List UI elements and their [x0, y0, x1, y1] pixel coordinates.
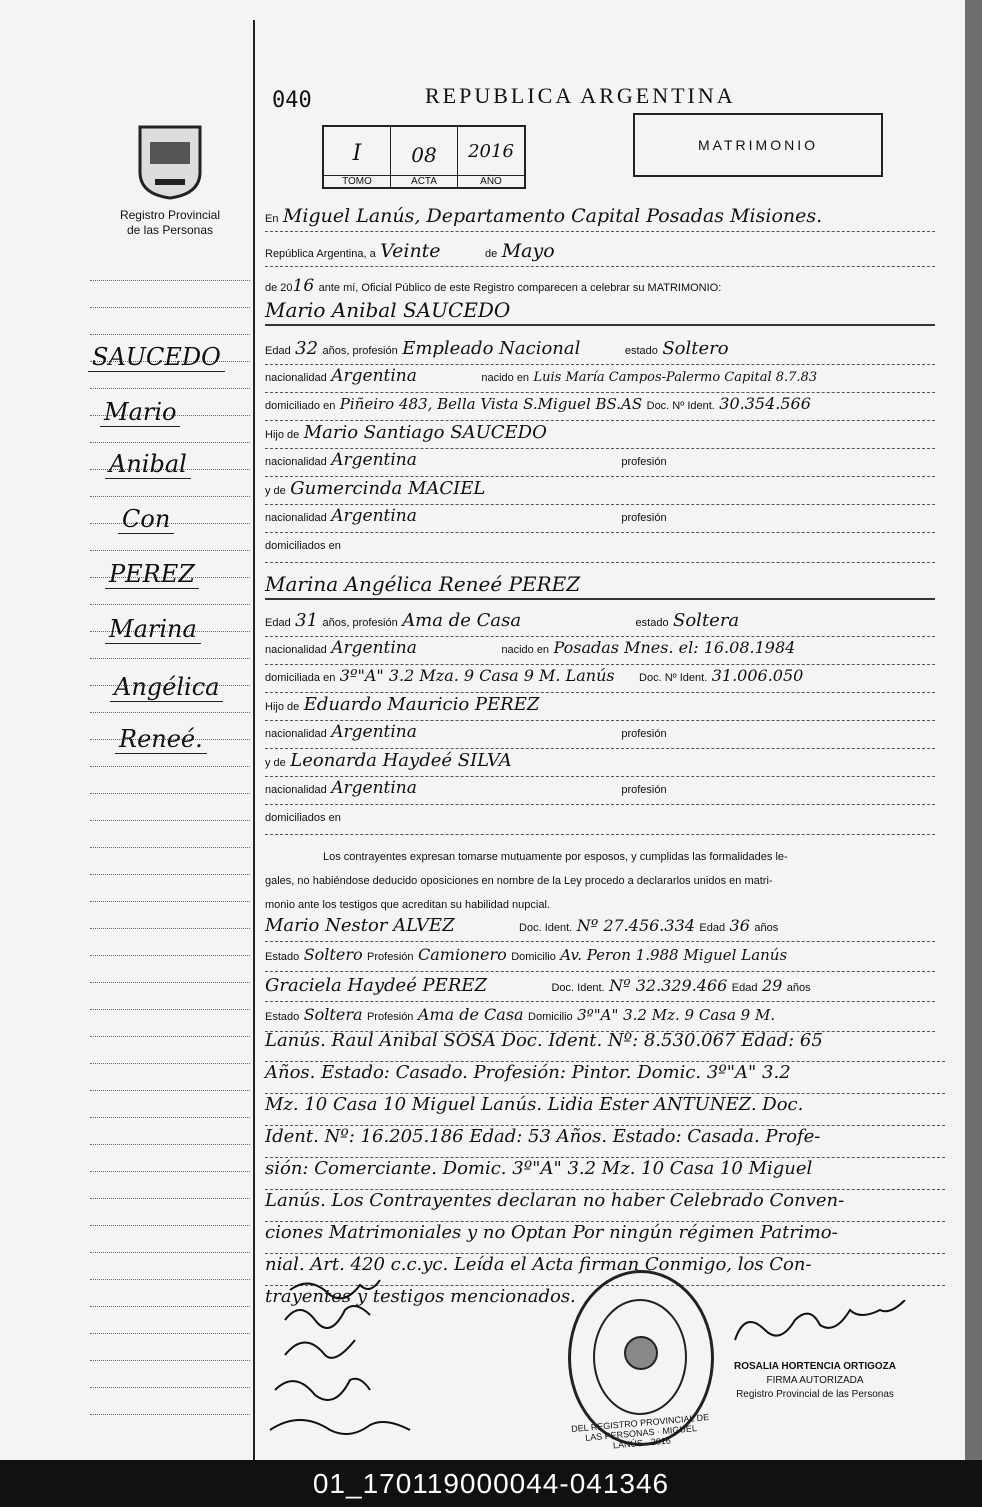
intro-text: ante mí, Oficial Público de este Registro comparecen a celebrar su MATRIMONIO: — [318, 282, 722, 294]
province-logo-icon — [135, 122, 205, 200]
margin-name-1: SAUCEDO — [88, 343, 225, 372]
statement-line-3: monio ante los testigos que acreditan su habilidad nupcial. — [265, 899, 550, 911]
groom-nacido-label: nacido en — [481, 372, 530, 384]
groom-mother-prof-label: profesión — [621, 512, 667, 524]
anio-label: AÑO — [458, 175, 524, 187]
margin-dotted-line — [90, 1090, 250, 1091]
margin-dotted-line — [90, 1009, 250, 1010]
witness2-estado-label: Estado — [265, 1011, 300, 1023]
act-place: Miguel Lanús, Departamento Capital Posadas Misiones. — [282, 205, 823, 227]
official-title: FIRMA AUTORIZADA — [766, 1375, 864, 1386]
tomo-acta-anio-box — [322, 125, 526, 189]
bride-address: 3º"A" 3.2 Mza. 9 Casa 9 M. Lanús — [339, 666, 615, 685]
margin-dotted-line — [90, 928, 250, 929]
handwritten-line-6: Lanús. Los Contrayentes declaran no haber Celebrado Conven- — [265, 1190, 945, 1222]
bride-estado: Soltera — [673, 610, 740, 631]
groom-mother-nat-label: nacionalidad — [265, 512, 327, 524]
margin-dotted-line — [90, 1036, 250, 1037]
margin-name-7: Angélica — [110, 673, 223, 702]
bride-father-nat-label: nacionalidad — [265, 728, 327, 740]
witness1-name: Mario Nestor ALVEZ — [265, 915, 455, 936]
party-signatures — [260, 1265, 480, 1450]
witness1-anos-label: años — [754, 922, 779, 934]
witness2-estado: Soltera — [303, 1005, 363, 1024]
bride-dom-label: domiciliada en — [265, 672, 336, 684]
witness1-address: Av. Peron 1.988 Miguel Lanús — [560, 946, 788, 964]
official-org: Registro Provincial de las Personas — [736, 1389, 894, 1400]
country-title: REPUBLICA ARGENTINA — [425, 83, 736, 108]
act-month: Mayo — [501, 240, 555, 262]
act-day: Veinte — [380, 240, 441, 262]
groom-birth: Luis María Campos-Palermo Capital 8.7.83 — [533, 370, 818, 385]
groom-father-nat: Argentina — [331, 450, 417, 470]
margin-dotted-line — [90, 442, 250, 443]
margin-dotted-line — [90, 1225, 250, 1226]
margin-dotted-line — [90, 388, 250, 389]
de-label: de — [485, 248, 498, 260]
margin-dotted-line — [90, 604, 250, 605]
groom-doc-label: Doc. Nº Ident. — [646, 400, 715, 412]
groom-dom-label: domiciliado en — [265, 400, 336, 412]
margin-dotted-line — [90, 1360, 250, 1361]
registry-name-line2: de las Personas — [126, 223, 214, 237]
margin-name-8: Reneé. — [115, 725, 207, 754]
margin-name-2: Mario — [100, 398, 180, 427]
groom-nat-label: nacionalidad — [265, 372, 327, 384]
witness2-address: 3º"A" 3.2 Mz. 9 Casa 9 M. — [577, 1006, 776, 1024]
margin-dotted-line — [90, 982, 250, 983]
witness2-age: 29 — [761, 976, 783, 995]
margin-dotted-line — [90, 280, 250, 281]
legal-statement — [265, 845, 935, 917]
margin-dotted-line — [90, 1252, 250, 1253]
scan-id-footer: 01_170119000044-041346 — [0, 1460, 982, 1507]
republica-label: República Argentina, a — [265, 248, 376, 260]
witness2-doc-label: Doc. Ident. — [551, 982, 605, 994]
page-edge — [965, 0, 982, 1460]
handwritten-line-9: trayentes y testigos mencionados. — [265, 1286, 576, 1307]
margin-dotted-line — [90, 307, 250, 308]
margin-dotted-line — [90, 1279, 250, 1280]
witness1-doc: Nº 27.456.334 — [576, 916, 695, 935]
margin-name-3: Anibal — [105, 450, 191, 479]
groom-father-nat-label: nacionalidad — [265, 456, 327, 468]
doc-type-box — [633, 113, 883, 177]
act-number: 040 — [272, 88, 312, 113]
groom-nationality: Argentina — [331, 366, 417, 386]
groom-estado-label: estado — [624, 345, 658, 357]
margin-dotted-line — [90, 1414, 250, 1415]
anio-value: 2016 — [468, 141, 514, 162]
acta-value: 08 — [411, 143, 437, 167]
groom-hijo-label: Hijo de — [265, 429, 300, 441]
bride-mother-nat: Argentina — [331, 778, 417, 798]
groom-yde-label: y de — [265, 485, 286, 497]
tomo-label: TOMO — [324, 175, 390, 187]
bride-nat-label: nacionalidad — [265, 644, 327, 656]
bride-yde-label: y de — [265, 757, 286, 769]
handwritten-line-2: Años. Estado: Casado. Profesión: Pintor. Domic. 3º"A" 3.2 — [265, 1062, 945, 1094]
witness2-edad-label: Edad — [731, 982, 758, 994]
margin-dotted-line — [90, 712, 250, 713]
handwritten-line-1: Lanús. Raul Anibal SOSA Doc. Ident. Nº: 8.530.067 Edad: 65 — [265, 1030, 945, 1062]
bride-mother: Leonarda Haydeé SILVA — [290, 750, 512, 771]
bride-anos-label: años, profesión — [322, 617, 398, 629]
official-name: ROSALIA HORTENCIA ORTIGOZA — [733, 1361, 897, 1372]
groom-age-label: Edad — [265, 345, 291, 357]
year-prefix: de 20 — [265, 282, 293, 294]
margin-dotted-line — [90, 334, 250, 335]
year-suffix: 16 — [292, 276, 315, 296]
registry-name-line1: Registro Provincial — [119, 208, 221, 222]
margin-dotted-line — [90, 874, 250, 875]
witness1-age: 36 — [729, 916, 750, 935]
witness1-edad-label: Edad — [699, 922, 726, 934]
bride-hijo-label: Hijo de — [265, 701, 300, 713]
witness2-name: Graciela Haydeé PEREZ — [265, 975, 488, 996]
bride-father-prof-label: profesión — [621, 728, 667, 740]
witness2-dom-label: Domicilio — [528, 1011, 573, 1023]
margin-dotted-line — [90, 901, 250, 902]
groom-doc: 30.354.566 — [719, 394, 811, 413]
official-signature — [715, 1300, 915, 1360]
witness1-estado-label: Estado — [265, 951, 300, 963]
margin-dotted-line — [90, 1198, 250, 1199]
bride-father: Eduardo Mauricio PEREZ — [303, 694, 540, 715]
groom-anos-label: años, profesión — [322, 345, 398, 357]
bride-father-nat: Argentina — [331, 722, 417, 742]
bride-age-label: Edad — [265, 617, 291, 629]
margin-divider — [253, 20, 255, 1460]
margin-name-6: Marina — [105, 615, 201, 644]
bride-profession: Ama de Casa — [402, 610, 522, 631]
margin-dotted-line — [90, 766, 250, 767]
bride-birth: Posadas Mnes. el: 16.08.1984 — [553, 638, 796, 657]
margin-dotted-line — [90, 1306, 250, 1307]
handwritten-line-7: ciones Matrimoniales y no Optan Por ningún régimen Patrimo- — [265, 1222, 945, 1254]
handwritten-line-3: Mz. 10 Casa 10 Miguel Lanús. Lidia Ester ANTUNEZ. Doc. — [265, 1094, 945, 1126]
witness2-prof-label: Profesión — [366, 1011, 414, 1023]
groom-father: Mario Santiago SAUCEDO — [303, 422, 547, 443]
groom-name: Mario Anibal SAUCEDO — [265, 298, 511, 322]
groom-estado: Soltero — [662, 338, 729, 359]
statement-line-1: Los contrayentes expresan tomarse mutuamente por esposos, y cumplidas las formalidades le- — [323, 851, 788, 863]
margin-dotted-line — [90, 1333, 250, 1334]
margin-dotted-line — [90, 1063, 250, 1064]
witness2-doc: Nº 32.329.466 — [609, 976, 728, 995]
margin-name-5: PEREZ — [105, 560, 199, 589]
seal-text: DEL REGISTRO PROVINCIAL DE LAS PERSONAS · MIGUEL LANÚS · 2016 — [570, 1412, 710, 1451]
witness1-prof-label: Profesión — [367, 951, 414, 963]
acta-label: ACTA — [391, 175, 457, 187]
witness1-profession: Camionero — [417, 945, 507, 964]
bride-doc: 31.006.050 — [711, 666, 804, 685]
groom-age: 32 — [295, 338, 319, 359]
groom-mother-nat: Argentina — [331, 506, 417, 526]
margin-dotted-line — [90, 550, 250, 551]
witness1-doc-label: Doc. Ident. — [519, 922, 573, 934]
groom-father-prof-label: profesión — [621, 456, 667, 468]
handwritten-line-5: sión: Comerciante. Domic. 3º"A" 3.2 Mz. 10 Casa 10 Miguel — [265, 1158, 945, 1190]
bride-doms-label: domiciliados en — [265, 812, 341, 824]
witness2-anos-label: años — [786, 982, 811, 994]
witness2-profession: Ama de Casa — [417, 1005, 524, 1024]
groom-mother: Gumercinda MACIEL — [290, 478, 486, 499]
margin-dotted-line — [90, 955, 250, 956]
margin-dotted-line — [90, 1117, 250, 1118]
groom-profession: Empleado Nacional — [402, 338, 581, 359]
margin-dotted-line — [90, 1387, 250, 1388]
margin-dotted-line — [90, 496, 250, 497]
bride-age: 31 — [295, 610, 319, 631]
margin-dotted-line — [90, 1144, 250, 1145]
statement-line-2: gales, no habiéndose deducido oposiciones en nombre de la Ley procedo a declararlos unidos en matri- — [265, 875, 773, 887]
bride-mother-nat-label: nacionalidad — [265, 784, 327, 796]
handwritten-line-8: nial. Art. 420 c.c.yc. Leída el Acta firman Conmigo, los Con- — [265, 1254, 945, 1286]
margin-dotted-line — [90, 658, 250, 659]
bride-name: Marina Angélica Reneé PEREZ — [265, 572, 581, 596]
groom-address: Piñeiro 483, Bella Vista S.Miguel BS.AS — [339, 395, 643, 413]
bride-estado-label: estado — [635, 617, 669, 629]
witness1-estado: Soltero — [303, 945, 363, 964]
bride-doc-label: Doc. Nº Ident. — [639, 672, 708, 684]
handwritten-line-4: Ident. Nº: 16.205.186 Edad: 53 Años. Estado: Casada. Profe- — [265, 1126, 945, 1158]
margin-name-4: Con — [118, 505, 174, 534]
en-label: En — [265, 213, 279, 225]
margin-dotted-line — [90, 820, 250, 821]
tomo-value: I — [352, 141, 362, 166]
bride-nationality: Argentina — [331, 638, 417, 658]
registry-seal — [568, 1270, 714, 1451]
margin-dotted-line — [90, 793, 250, 794]
margin-dotted-line — [90, 1171, 250, 1172]
margin-dotted-line — [90, 847, 250, 848]
seal-emblem-icon — [621, 1333, 661, 1373]
witness1-dom-label: Domicilio — [511, 951, 556, 963]
bride-nacido-label: nacido en — [501, 644, 550, 656]
groom-doms-label: domiciliados en — [265, 540, 341, 552]
bride-mother-prof-label: profesión — [621, 784, 667, 796]
doc-type-label: MATRIMONIO — [698, 137, 818, 153]
